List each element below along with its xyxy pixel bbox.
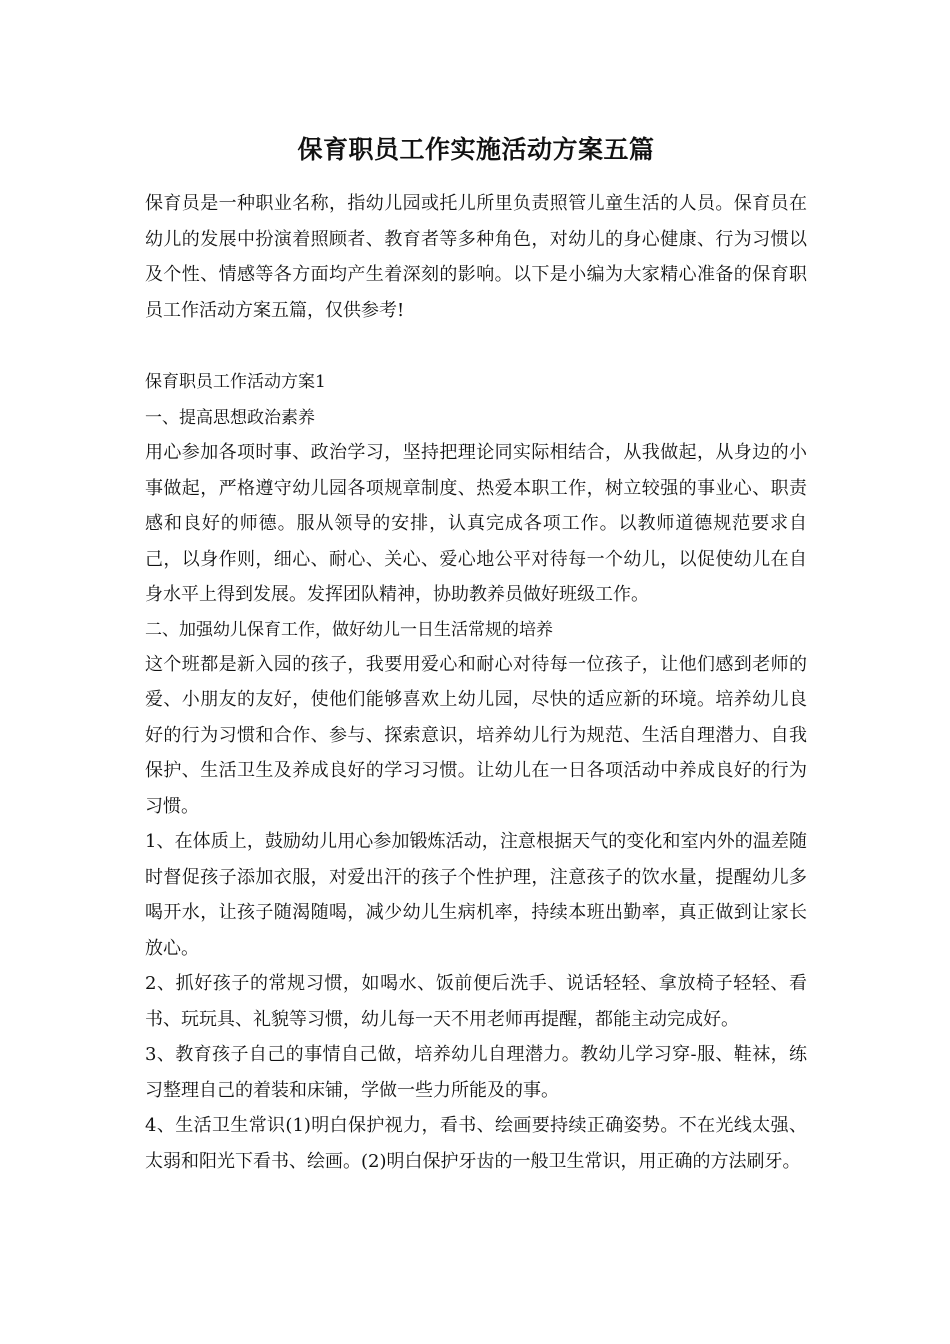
- intro-paragraph: 保育员是一种职业名称，指幼儿园或托儿所里负责照管儿童生活的人员。保育员在幼儿的发展中扮演着照顾者、教育者等多种角色，对幼儿的身心健康、行为习惯以及个性、情感等各方面均产生着深刻的影响。以下是小编为大家精心准备的保育职员工作活动方案五篇，仅供参考!: [145, 193, 807, 321]
- list-item-physical: 1、在体质上，鼓励幼儿用心参加锻炼活动，注意根据天气的变化和室内外的温差随时督促孩子添加衣服，对爱出汗的孩子个性护理，注意孩子的饮水量，提醒幼儿多喝开水，让孩子随渴随喝，减少幼儿生病机率，持续本班出勤率，真正做到让家长放心。: [145, 831, 807, 959]
- section-title: 保育职员工作活动方案1: [145, 372, 326, 392]
- list-item-self-care: 3、教育孩子自己的事情自己做，培养幼儿自理潜力。教幼儿学习穿-服、鞋袜，练习整理自己的着装和床铺，学做一些力所能及的事。: [145, 1044, 807, 1101]
- document-title: 保育职员工作实施活动方案五篇: [297, 135, 655, 164]
- heading-political: 一、提高思想政治素养: [145, 408, 315, 428]
- paragraph-childcare: 这个班都是新入园的孩子，我要用爱心和耐心对待每一位孩子，让他们感到老师的爱、小朋友的友好，使他们能够喜欢上幼儿园，尽快的适应新的环境。培养幼儿良好的行为习惯和合作、参与、探索意识，培养幼儿行为规范、生活自理潜力、自我保护、生活卫生及养成良好的学习习惯。让幼儿在一日各项活动中养成良好的行为习惯。: [145, 653, 807, 817]
- paragraph-spacer: [145, 328, 807, 364]
- paragraph-political: 用心参加各项时事、政治学习，坚持把理论同实际相结合，从我做起，从身边的小事做起，严格遵守幼儿园各项规章制度、热爱本职工作，树立较强的事业心、职责感和良好的师德。服从领导的安排，认真完成各项工作。以教师道德规范要求自己，以身作则，细心、耐心、关心、爱心地公平对待每一个幼儿，以促使幼儿在自身水平上得到发展。发挥团队精神，协助教养员做好班级工作。: [145, 442, 807, 605]
- list-item-habits: 2、抓好孩子的常规习惯，如喝水、饭前便后洗手、说话轻轻、拿放椅子轻轻、看书、玩玩具、礼貌等习惯，幼儿每一天不用老师再提醒，都能主动完成好。: [145, 973, 807, 1030]
- heading-childcare: 二、加强幼儿保育工作，做好幼儿一日生活常规的培养: [145, 619, 553, 640]
- document-page: [145, 128, 807, 1179]
- list-item-hygiene: 4、生活卫生常识(1)明白保护视力，看书、绘画要持续正确姿势。不在光线太强、太弱和阳光下看书、绘画。(2)明白保护牙齿的一般卫生常识，用正确的方法刷牙。: [145, 1115, 807, 1172]
